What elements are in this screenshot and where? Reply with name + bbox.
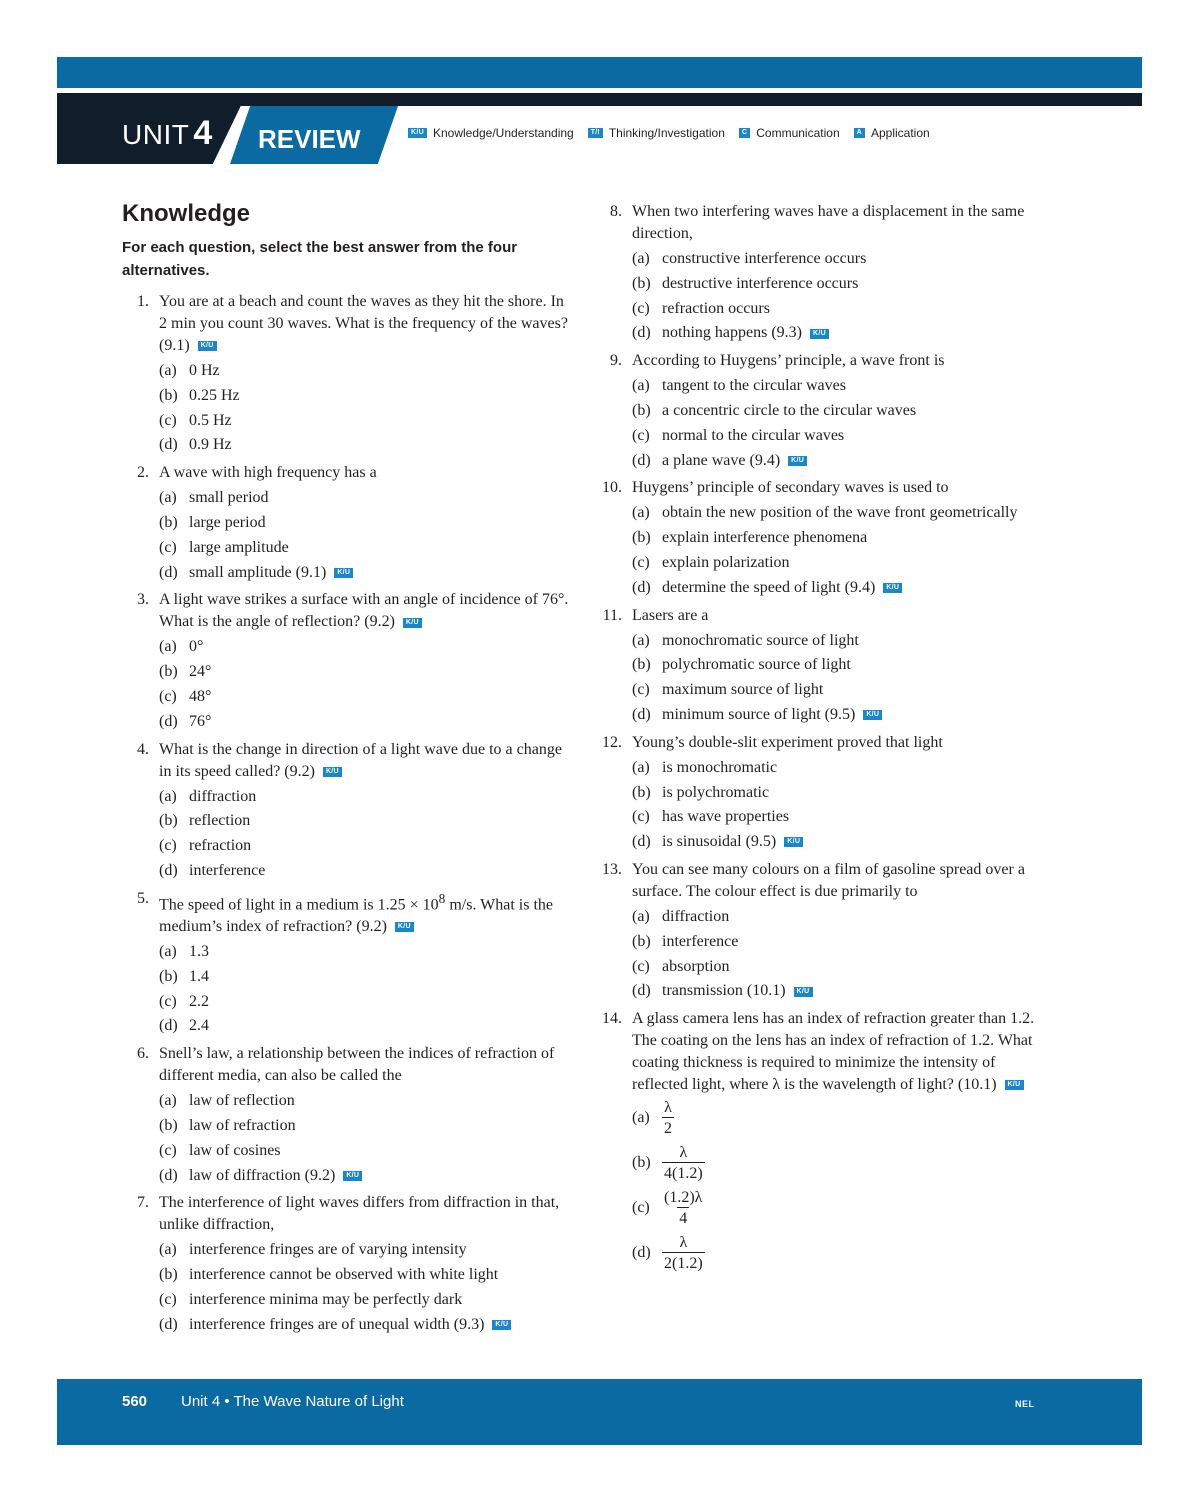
option-label: (a) — [632, 907, 650, 925]
answer-option — [159, 685, 572, 710]
option-label: (b) — [159, 967, 178, 985]
footer-bar — [57, 1379, 1142, 1445]
answer-option — [159, 660, 572, 685]
knowledge-understanding-badge: K/U — [403, 618, 422, 628]
answer-option — [159, 859, 572, 884]
legend-badge: C — [739, 128, 750, 138]
question-item — [595, 732, 1045, 855]
answer-option — [159, 384, 572, 409]
legend-item-knowledge — [408, 126, 574, 140]
answer-option — [632, 551, 1045, 576]
option-text: refraction — [189, 837, 252, 855]
answer-option — [159, 1288, 572, 1313]
option-label: (d) — [632, 833, 651, 851]
question-text-part: m/s. What is the medium’s index of refraction? (9.2) — [159, 896, 554, 936]
option-label: (b) — [632, 932, 651, 950]
question-text — [159, 1192, 572, 1236]
option-label: (a) — [632, 1109, 650, 1127]
question-text — [632, 350, 1045, 372]
option-label: (a) — [159, 787, 177, 805]
question-text — [632, 201, 1045, 245]
answer-option — [159, 536, 572, 561]
question-text-part: A light wave strikes a surface with an angle of incidence of 76°. What is the angle of reflection? (9.2) — [159, 591, 569, 631]
option-label: (c) — [159, 837, 177, 855]
question-number: 14. — [602, 1010, 622, 1028]
left-column — [122, 200, 572, 1342]
answer-option — [632, 629, 1045, 654]
option-label: (d) — [159, 563, 178, 581]
option-text: absorption — [662, 957, 730, 975]
option-label: (b) — [159, 1117, 178, 1135]
question-text-part: A wave with high frequency has a — [159, 464, 377, 482]
option-label: (c) — [632, 426, 650, 444]
option-text: large period — [189, 513, 266, 531]
fraction-denominator: 4(1.2) — [662, 1162, 705, 1184]
fraction-denominator: 4 — [677, 1207, 689, 1229]
question-number: 5. — [137, 889, 149, 907]
legend-label: Knowledge/Understanding — [432, 126, 574, 140]
option-label: (b) — [159, 386, 178, 404]
knowledge-understanding-badge: K/U — [323, 767, 342, 777]
option-label: (c) — [159, 1291, 177, 1309]
answer-option — [159, 1089, 572, 1114]
question-text-part: Huygens’ principle of secondary waves is used to — [632, 479, 949, 497]
question-number: 8. — [610, 203, 622, 220]
option-text: constructive interference occurs — [662, 250, 867, 267]
answer-option — [632, 526, 1045, 551]
option-label: (a) — [159, 1092, 177, 1110]
publisher-mark: NEL — [1015, 1399, 1035, 1409]
top-accent-bar — [57, 57, 1142, 88]
question-item — [122, 462, 572, 585]
option-text: 1.3 — [189, 943, 209, 961]
knowledge-understanding-badge: K/U — [1005, 1080, 1024, 1090]
option-fraction — [662, 1233, 705, 1274]
option-label: (d) — [159, 1017, 178, 1035]
option-label: (b) — [632, 274, 651, 292]
option-text: small period — [189, 489, 269, 507]
question-item — [122, 1043, 572, 1188]
option-label: (b) — [632, 783, 651, 801]
fraction-numerator: λ — [664, 1099, 672, 1117]
answer-option — [159, 409, 572, 434]
page-number: 560 — [122, 1393, 148, 1410]
option-text: diffraction — [189, 787, 257, 805]
legend-item-application — [854, 126, 930, 140]
answer-option — [159, 785, 572, 810]
option-label: (a) — [159, 943, 177, 961]
fraction-numerator: λ — [679, 1144, 688, 1162]
legend-badge: A — [854, 128, 865, 138]
knowledge-understanding-badge: K/U — [788, 456, 807, 466]
option-text: destructive interference occurs — [662, 274, 859, 292]
option-label: (a) — [159, 362, 177, 379]
option-label: (d) — [159, 712, 178, 730]
answer-option — [159, 486, 572, 511]
answer-option — [632, 703, 1045, 728]
option-text: diffraction — [662, 907, 730, 925]
option-label: (b) — [632, 401, 651, 419]
knowledge-understanding-badge: K/U — [343, 1171, 362, 1181]
answer-option — [632, 1143, 1045, 1188]
option-fraction — [662, 1098, 674, 1139]
option-label: (a) — [632, 250, 650, 267]
option-label: (d) — [632, 1244, 651, 1262]
question-item — [595, 477, 1045, 600]
question-text-part: Lasers are a — [632, 606, 709, 624]
question-item — [122, 888, 572, 1040]
option-label: (c) — [159, 992, 177, 1010]
answer-option — [632, 1188, 1045, 1233]
answer-option — [159, 561, 572, 586]
question-number: 13. — [602, 860, 622, 878]
option-text: 2.2 — [189, 992, 209, 1010]
question-number: 2. — [137, 464, 149, 482]
answer-option — [159, 1238, 572, 1263]
knowledge-understanding-badge: K/U — [810, 329, 829, 339]
answer-option — [632, 321, 1045, 346]
option-text: tangent to the circular waves — [662, 377, 846, 395]
question-text-part: According to Huygens’ principle, a wave front is — [632, 352, 945, 370]
question-text — [632, 605, 1045, 627]
question-list-left — [122, 291, 572, 1338]
answer-option — [632, 905, 1045, 930]
question-text-part: You can see many colours on a film of gasoline spread over a surface. The colour effect is due primarily to — [632, 860, 1025, 900]
option-label: (b) — [632, 1154, 651, 1172]
question-text — [632, 477, 1045, 499]
section-title: Knowledge — [122, 200, 251, 227]
question-item — [122, 589, 572, 734]
option-text: 76° — [189, 712, 212, 730]
question-text — [159, 291, 572, 357]
answer-option — [632, 805, 1045, 830]
legend-badge: K/U — [408, 128, 427, 138]
option-text: is polychromatic — [662, 783, 770, 801]
question-text-part: The speed of light in a medium is 1.25 × 10 — [159, 896, 439, 914]
option-text: interference minima may be perfectly dark — [189, 1291, 463, 1309]
option-fraction — [662, 1143, 705, 1184]
option-text: 48° — [189, 687, 212, 705]
question-text — [159, 739, 572, 783]
option-text: 0.9 Hz — [189, 436, 232, 454]
option-text: 0° — [189, 638, 204, 656]
option-label: (d) — [159, 1315, 178, 1333]
question-text — [632, 859, 1045, 903]
answer-option — [632, 247, 1045, 272]
option-label: (c) — [632, 1199, 650, 1217]
answer-option — [159, 1114, 572, 1139]
answer-option — [159, 1139, 572, 1164]
option-label: (c) — [159, 538, 177, 556]
legend-item-communication — [739, 126, 840, 140]
option-label: (d) — [632, 324, 651, 342]
option-label: (a) — [159, 489, 177, 507]
answer-option — [632, 830, 1045, 855]
option-text: monochromatic source of light — [662, 631, 859, 649]
option-text: minimum source of light (9.5) — [662, 705, 856, 723]
unit-number: 4 — [193, 114, 213, 152]
legend-label: Thinking/Investigation — [608, 126, 725, 140]
question-number: 1. — [137, 293, 149, 310]
legend-label: Application — [870, 126, 930, 140]
question-number: 10. — [602, 479, 622, 497]
answer-option — [159, 809, 572, 834]
legend-badge: T/I — [588, 128, 603, 138]
question-number: 12. — [602, 733, 622, 751]
option-label: (c) — [632, 808, 650, 826]
option-text: a concentric circle to the circular waves — [662, 401, 917, 419]
answer-option — [159, 834, 572, 859]
answer-option — [159, 710, 572, 735]
option-text: 2.4 — [189, 1017, 209, 1035]
question-text-part: A glass camera lens has an index of refraction greater than 1.2. The coating on the lens has an index of refraction of 1.2. What coating thickness is required to minimize the intensity of reflected light, where λ is the wavelength of light? (10.1) — [632, 1010, 1035, 1094]
option-text: is monochromatic — [662, 758, 778, 776]
option-label: (c) — [632, 299, 650, 317]
answer-option — [632, 1233, 1045, 1278]
answer-option — [159, 990, 572, 1015]
question-number: 11. — [602, 606, 622, 624]
answer-option — [159, 635, 572, 660]
question-list-right — [595, 201, 1045, 1278]
knowledge-understanding-badge: K/U — [334, 568, 353, 578]
category-legend — [408, 126, 930, 140]
question-text-part: The interference of light waves differs from diffraction in that, unlike diffraction, — [159, 1194, 560, 1234]
option-text: determine the speed of light (9.4) — [662, 578, 876, 596]
option-text: nothing happens (9.3) — [662, 324, 802, 342]
answer-option — [632, 449, 1045, 474]
option-label: (c) — [632, 681, 650, 699]
question-text — [159, 589, 572, 633]
question-text-part: Snell’s law, a relationship between the indices of refraction of different media, can also be called the — [159, 1045, 555, 1085]
option-label: (a) — [632, 631, 650, 649]
option-label: (a) — [632, 377, 650, 395]
option-text: interference cannot be observed with white light — [189, 1266, 499, 1284]
option-text: interference fringes are of unequal width (9.3) — [189, 1315, 485, 1333]
answer-option — [632, 1098, 1045, 1143]
option-label: (a) — [159, 638, 177, 656]
question-number: 9. — [610, 352, 622, 370]
fraction-denominator: 2(1.2) — [662, 1252, 705, 1274]
answer-option — [159, 965, 572, 990]
knowledge-understanding-badge: K/U — [492, 1320, 511, 1330]
option-text: reflection — [189, 812, 251, 830]
option-label: (d) — [632, 705, 651, 723]
option-label: (b) — [632, 529, 651, 547]
option-text: transmission (10.1) — [662, 982, 786, 1000]
option-label: (d) — [159, 436, 178, 454]
question-number: 7. — [137, 1194, 149, 1212]
answer-option — [632, 678, 1045, 703]
answer-option — [632, 297, 1045, 322]
knowledge-understanding-badge: K/U — [794, 987, 813, 997]
answer-option — [632, 955, 1045, 980]
question-text — [159, 462, 572, 484]
answer-option — [159, 1164, 572, 1189]
knowledge-understanding-badge: K/U — [395, 922, 414, 932]
footer-title: Unit 4 • The Wave Nature of Light — [181, 1393, 404, 1410]
option-label: (d) — [159, 861, 178, 879]
option-label: (a) — [159, 1241, 177, 1259]
question-item — [595, 605, 1045, 728]
unit-heading — [122, 114, 213, 153]
answer-option — [159, 359, 572, 384]
option-text: polychromatic source of light — [662, 656, 851, 674]
option-text: 0.5 Hz — [189, 411, 232, 429]
option-label: (d) — [632, 451, 651, 469]
fraction-numerator: (1.2)λ — [664, 1189, 703, 1207]
exponent: 8 — [438, 890, 446, 906]
answer-option — [632, 424, 1045, 449]
question-item — [122, 291, 572, 458]
option-text: 0.25 Hz — [189, 386, 240, 404]
question-item — [122, 739, 572, 884]
answer-option — [632, 781, 1045, 806]
answer-option — [632, 979, 1045, 1004]
option-text: law of diffraction (9.2) — [189, 1166, 336, 1184]
legend-item-thinking — [588, 126, 725, 140]
question-text — [632, 1008, 1045, 1096]
option-fraction — [662, 1188, 704, 1229]
answer-option — [632, 930, 1045, 955]
question-item — [595, 859, 1045, 1004]
option-text: normal to the circular waves — [662, 426, 845, 444]
option-text: 1.4 — [189, 967, 209, 985]
question-number: 4. — [137, 740, 149, 758]
answer-option — [632, 756, 1045, 781]
option-text: 24° — [189, 663, 212, 681]
option-label: (c) — [159, 1141, 177, 1159]
option-label: (d) — [632, 578, 651, 596]
fraction-numerator: λ — [679, 1234, 688, 1252]
question-item — [595, 201, 1045, 346]
option-text: law of cosines — [189, 1141, 281, 1159]
question-number: 6. — [137, 1045, 149, 1063]
question-text — [159, 1043, 572, 1087]
answer-option — [632, 374, 1045, 399]
fraction-denominator: 2 — [662, 1117, 674, 1139]
option-text: has wave properties — [662, 808, 790, 826]
option-text: obtain the new position of the wave front geometrically — [662, 504, 1018, 522]
answer-option — [159, 1014, 572, 1039]
answer-option — [159, 940, 572, 965]
option-text: interference — [662, 932, 739, 950]
question-item — [595, 1008, 1045, 1278]
answer-option — [632, 501, 1045, 526]
option-text: explain polarization — [662, 553, 790, 571]
answer-option — [632, 576, 1045, 601]
option-text: small amplitude (9.1) — [189, 563, 327, 581]
option-label: (d) — [159, 1166, 178, 1184]
option-label: (b) — [159, 1266, 178, 1284]
question-text-part: What is the change in direction of a light wave due to a change in its speed called? (9.2) — [159, 740, 562, 780]
option-text: maximum source of light — [662, 681, 824, 699]
option-label: (b) — [159, 663, 178, 681]
option-label: (c) — [159, 411, 177, 429]
answer-option — [159, 511, 572, 536]
review-heading: REVIEW — [258, 124, 361, 154]
option-text: refraction occurs — [662, 299, 770, 317]
option-label: (a) — [632, 758, 650, 776]
answer-option — [632, 653, 1045, 678]
option-text: 0 Hz — [189, 362, 220, 379]
answer-option — [159, 1263, 572, 1288]
right-column — [595, 201, 1045, 1282]
answer-option — [159, 433, 572, 458]
legend-label: Communication — [756, 126, 840, 140]
option-text: is sinusoidal (9.5) — [662, 833, 777, 851]
answer-option — [159, 1313, 572, 1338]
question-number: 3. — [137, 591, 149, 609]
question-item — [595, 350, 1045, 473]
knowledge-understanding-badge: K/U — [198, 341, 217, 351]
option-label: (a) — [632, 504, 650, 522]
knowledge-understanding-badge: K/U — [784, 837, 803, 847]
question-text — [159, 888, 572, 938]
option-text: interference — [189, 861, 266, 879]
option-text: law of refraction — [189, 1117, 296, 1135]
section-instructions: For each question, select the best answer from the four alternatives. — [122, 239, 518, 279]
question-text-part: You are at a beach and count the waves as they hit the shore. In 2 min you count 30 waves. What is the frequency of the waves? (9.1) — [159, 293, 568, 354]
option-text: large amplitude — [189, 538, 289, 556]
option-label: (c) — [632, 553, 650, 571]
unit-word: UNIT — [122, 119, 190, 150]
option-text: interference fringes are of varying intensity — [189, 1241, 467, 1259]
option-label: (b) — [159, 812, 178, 830]
question-item — [122, 1192, 572, 1337]
question-text-part: When two interfering waves have a displacement in the same direction, — [632, 203, 1025, 242]
answer-option — [632, 272, 1045, 297]
option-label: (b) — [159, 513, 178, 531]
option-text: explain interference phenomena — [662, 529, 868, 547]
question-text — [632, 732, 1045, 754]
option-text: law of reflection — [189, 1092, 295, 1110]
option-label: (c) — [159, 687, 177, 705]
option-label: (c) — [632, 957, 650, 975]
option-text: a plane wave (9.4) — [662, 451, 781, 469]
option-label: (b) — [632, 656, 651, 674]
knowledge-understanding-badge: K/U — [863, 710, 882, 720]
question-text-part: Young’s double-slit experiment proved that light — [632, 733, 943, 751]
answer-option — [632, 399, 1045, 424]
option-label: (d) — [632, 982, 651, 1000]
knowledge-understanding-badge: K/U — [883, 583, 902, 593]
